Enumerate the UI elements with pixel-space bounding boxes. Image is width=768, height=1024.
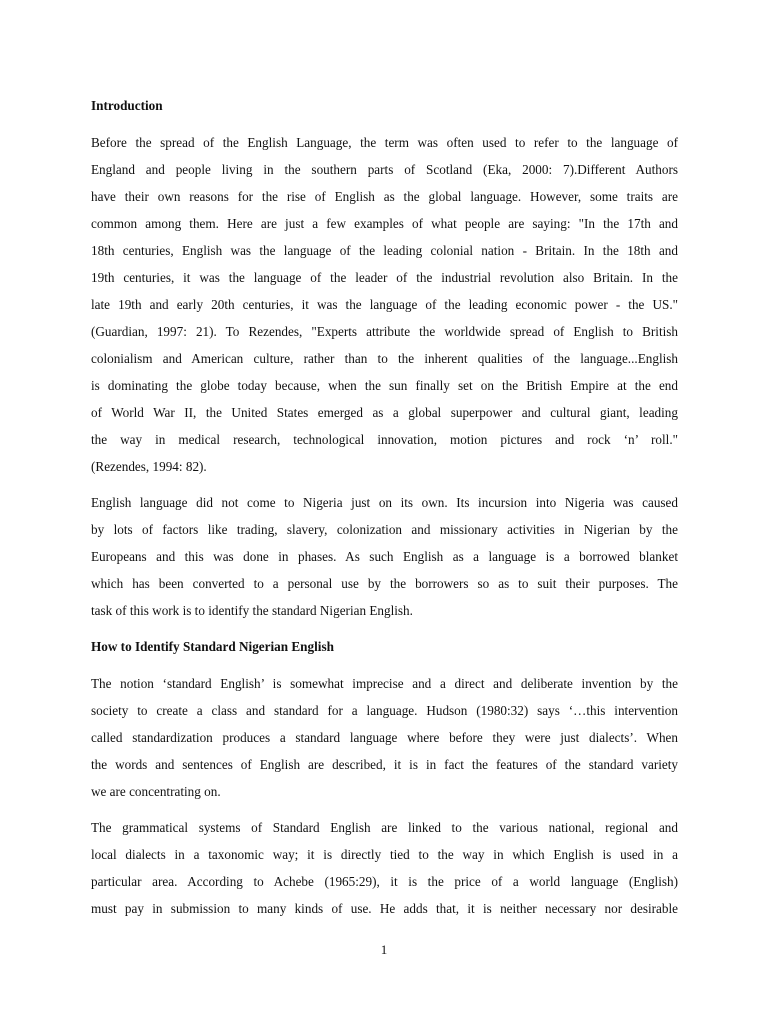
text-line: The notion ‘standard English’ is somewhat imprecise and a direct and deliberate invention by the bbox=[91, 676, 678, 691]
text-line: colonialism and American culture, rather than to the inherent qualities of the language...English bbox=[91, 351, 678, 366]
paragraph-intro-1 bbox=[91, 129, 678, 480]
text-line: England and people living in the southern parts of Scotland (Eka, 2000: 7).Different Authors bbox=[91, 162, 678, 177]
text-line: have their own reasons for the rise of English as the global language. However, some traits are bbox=[91, 189, 678, 204]
spacer bbox=[91, 624, 678, 633]
section-heading-standard-nigerian-english: How to Identify Standard Nigerian English bbox=[91, 639, 334, 654]
text-line: of World War II, the United States emerged as a global superpower and cultural giant, leading bbox=[91, 405, 678, 420]
text-line: Europeans and this was done in phases. As such English as a language is a borrowed blanket bbox=[91, 549, 678, 564]
text-line: must pay in submission to many kinds of use. He adds that, it is neither necessary nor desirable bbox=[91, 901, 678, 916]
section-heading-introduction: Introduction bbox=[91, 98, 163, 113]
text-line: Before the spread of the English Language, the term was often used to refer to the language of bbox=[91, 135, 678, 150]
text-line: called standardization produces a standard language where before they were just dialects’. When bbox=[91, 730, 678, 745]
text-line: task of this work is to identify the standard Nigerian English. bbox=[91, 603, 413, 618]
spacer bbox=[91, 660, 678, 670]
text-line: (Guardian, 1997: 21). To Rezendes, "Experts attribute the worldwide spread of English to British bbox=[91, 324, 678, 339]
text-line: The grammatical systems of Standard English are linked to the various national, regional and bbox=[91, 820, 678, 835]
text-line: by lots of factors like trading, slavery, colonization and missionary activities in Nigerian by the bbox=[91, 522, 678, 537]
document-page bbox=[91, 92, 678, 922]
text-line: is dominating the globe today because, when the sun finally set on the British Empire at the end bbox=[91, 378, 678, 393]
text-line: 19th centuries, it was the language of the leader of the industrial revolution also Britain. In the bbox=[91, 270, 678, 285]
paragraph-standard-1 bbox=[91, 670, 678, 805]
text-line: local dialects in a taxonomic way; it is directly tied to the way in which English is used in a bbox=[91, 847, 678, 862]
paragraph-intro-2 bbox=[91, 489, 678, 624]
page-number: 1 bbox=[380, 942, 388, 957]
spacer bbox=[91, 805, 678, 814]
spacer bbox=[91, 480, 678, 489]
text-line: the way in medical research, technological innovation, motion pictures and rock ‘n’ roll." bbox=[91, 432, 678, 447]
spacer bbox=[91, 119, 678, 129]
text-line: common among them. Here are just a few examples of what people are saying: "In the 17th and bbox=[91, 216, 678, 231]
text-line: society to create a class and standard for a language. Hudson (1980:32) says ‘…this intervention bbox=[91, 703, 678, 718]
text-line: particular area. According to Achebe (1965:29), it is the price of a world language (English) bbox=[91, 874, 678, 889]
text-line: we are concentrating on. bbox=[91, 784, 221, 799]
text-line: late 19th and early 20th centuries, it was the language of the leading economic power - the US." bbox=[91, 297, 678, 312]
text-line: which has been converted to a personal use by the borrowers so as to suit their purposes. The bbox=[91, 576, 678, 591]
paragraph-standard-2 bbox=[91, 814, 678, 922]
text-line: English language did not come to Nigeria just on its own. Its incursion into Nigeria was caused bbox=[91, 495, 678, 510]
text-line: 18th centuries, English was the language of the leading colonial nation - Britain. In the 18th and bbox=[91, 243, 678, 258]
text-line: the words and sentences of English are described, it is in fact the features of the standard variety bbox=[91, 757, 678, 772]
text-line: (Rezendes, 1994: 82). bbox=[91, 459, 207, 474]
